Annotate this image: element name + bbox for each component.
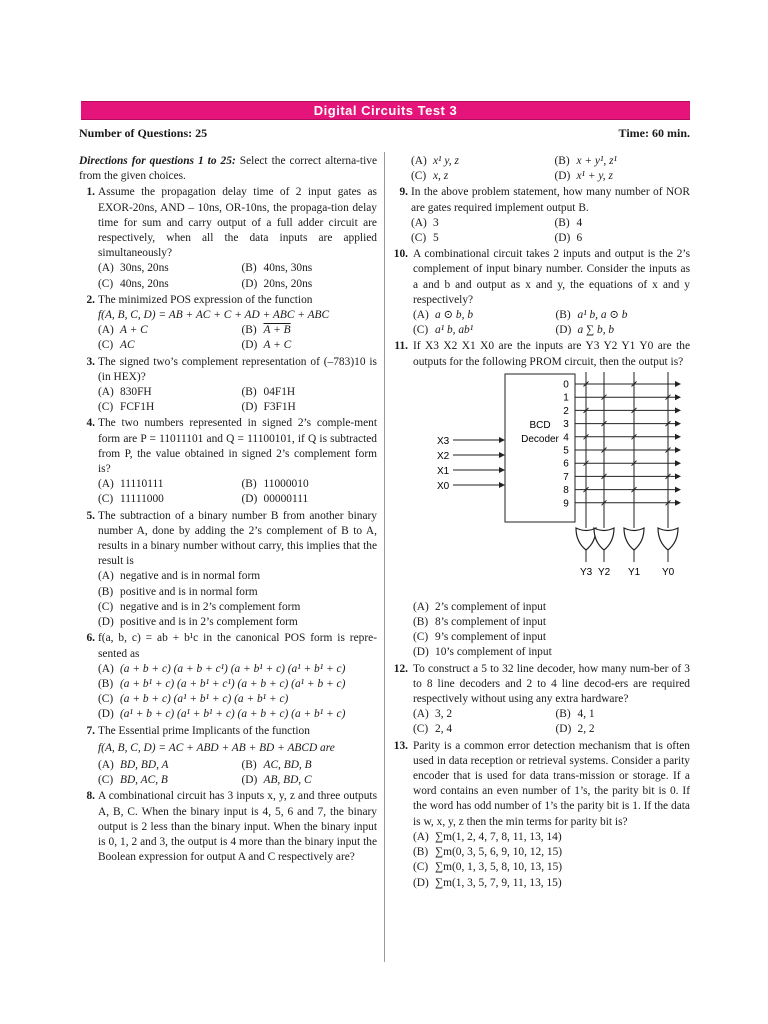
decoder-output-4: 4 bbox=[563, 432, 569, 444]
q9-option-b[interactable]: (B) 4 bbox=[554, 216, 583, 229]
q10-option-b[interactable]: (B) a¹ b, a ⊙ b bbox=[555, 309, 628, 322]
q12-option-b[interactable]: (B) 4, 1 bbox=[555, 708, 595, 721]
decoder-output-7: 7 bbox=[563, 471, 569, 483]
line-arrowhead bbox=[675, 473, 681, 479]
question-13: 13. Parity is a common error detection mechanism that is often used in data reception or retrieval systems. Consider a parity encoder that is used for data trans-mission or storage. If a word contains an even number of 1’s, the parity bit is 0. If the word has odd number of 1’s the parity bit is 1. If the data is w, x, y, z then the min terms for parity bit is? (A) ∑m(1, 2, 4, 7, 8, 11, 13, 14) (B) ∑m(0, 3, 5, 6, 9, 10, 12, 15) (C) ∑m(0, 1, 3, 5, 8, 10, 13, 15) (D) ∑m(1, 3, 5, 7, 9, 11, 13, 15) bbox=[392, 739, 690, 891]
q13-option-d[interactable]: (D) ∑m(1, 3, 5, 7, 9, 11, 13, 15) bbox=[413, 876, 562, 889]
q10-option-d[interactable]: (D) a ∑ b, b bbox=[555, 324, 615, 337]
q3-option-b[interactable]: (B) 04F1H bbox=[241, 386, 296, 399]
q6-option-a[interactable]: (A) (a + b + c) (a + b + c¹) (a + b¹ + c) (a¹ + b¹ + c) bbox=[98, 662, 346, 675]
q7-option-d[interactable]: (D) AB, BD, C bbox=[241, 774, 312, 787]
decoder-label-2: Decoder bbox=[521, 433, 559, 445]
q13-option-c[interactable]: (C) ∑m(0, 1, 3, 5, 8, 10, 13, 15) bbox=[413, 861, 563, 874]
decoder-output-5: 5 bbox=[563, 445, 569, 457]
q4-option-b[interactable]: (B) 11000010 bbox=[241, 478, 309, 491]
q6-option-d[interactable]: (D) (a¹ + b + c) (a¹ + b¹ + c) (a + b + c) (a + b¹ + c) bbox=[98, 708, 346, 721]
q11-option-c[interactable]: (C) 9’s complement of input bbox=[413, 631, 547, 644]
test-title-banner: Digital Circuits Test 3 bbox=[81, 101, 690, 120]
decoder-output-0: 0 bbox=[563, 379, 569, 391]
input-label-x2: X2 bbox=[437, 450, 450, 462]
decoder-label-1: BCD bbox=[529, 419, 551, 431]
q4-option-a[interactable]: (A) 11110111 bbox=[98, 478, 164, 491]
decoder-output-1: 1 bbox=[563, 392, 569, 404]
decoder-output-9: 9 bbox=[563, 498, 569, 510]
question-2: 2. The minimized POS expression of the function f(A, B, C, D) = AB + AC + C + AD + ABC + ABC (A) A + C (B) A + B (C) AC (D) A + C bbox=[79, 293, 377, 354]
output-label-y1: Y1 bbox=[628, 566, 641, 578]
q4-option-d[interactable]: (D) 00000111 bbox=[241, 493, 309, 506]
question-6: 6. f(a, b, c) = ab + b¹c in the canonical POS form is repre-sented as (A) (a + b + c) (a + b + c¹) (a + b¹ + c) (a¹ + b¹ + c) (B) (a + b¹ + c) (a + b¹ + c¹) (a + b + c) (a¹ + b + c) (C) (a + b + c) (a¹ + b¹ + c) (a + b¹ + c) (D) (a¹ + b + c) (a¹ + b¹ + c) (a + b + c) (a + b¹ + c) bbox=[79, 631, 377, 722]
question-1: 1. Assume the propagation delay time of 2 input gates as EXOR-20ns, AND – 10ns, OR-10ns, the propaga-tion delay time for sum and carry output of a full adder circuit are respectively, when all the data inputs are applied simultaneously? (A) 30ns, 20ns (B) 40ns, 30ns (C) 40ns, 20ns (D) 20ns, 20ns bbox=[79, 185, 377, 291]
q2-option-b[interactable]: (B) A + B bbox=[241, 324, 291, 337]
or-gate bbox=[624, 528, 644, 550]
or-gate bbox=[658, 528, 678, 550]
left-column bbox=[79, 154, 377, 865]
column-divider bbox=[384, 152, 385, 962]
arrowhead bbox=[499, 437, 505, 443]
q2-function: f(A, B, C, D) = AB + AC + C + AD + ABC + ABC bbox=[98, 309, 330, 322]
q8-option-a[interactable]: (A) x¹ y, z bbox=[411, 155, 459, 167]
arrowhead bbox=[499, 482, 505, 488]
q1-option-d[interactable]: (D) 20ns, 20ns bbox=[241, 277, 313, 290]
q8-option-c[interactable]: (C) x, z bbox=[411, 170, 449, 183]
q11-option-a[interactable]: (A) 2’s complement of input bbox=[413, 600, 547, 613]
decoder-output-8: 8 bbox=[563, 484, 569, 496]
or-gate bbox=[576, 528, 596, 550]
q2-option-a[interactable]: (A) A + C bbox=[98, 324, 148, 337]
q11-option-b[interactable]: (B) 8’s complement of input bbox=[413, 616, 547, 629]
q12-option-c[interactable]: (C) 2, 4 bbox=[413, 723, 453, 736]
q3-option-a[interactable]: (A) 830FH bbox=[98, 386, 152, 399]
decoder-output-6: 6 bbox=[563, 458, 569, 470]
q3-option-d[interactable]: (D) F3F1H bbox=[241, 401, 296, 414]
q10-option-c[interactable]: (C) a¹ b, ab¹ bbox=[413, 324, 474, 337]
q7-option-c[interactable]: (C) BD, AC, B bbox=[98, 774, 168, 787]
input-label-x1: X1 bbox=[437, 465, 450, 477]
decoder-output-3: 3 bbox=[563, 418, 569, 430]
question-8: 8. A combinational circuit has 3 inputs x, y, z and three outputs A, B, C. When the binary input is 4, 5, 6 and 7, the binary output is 2 less than the binary input. When the binary input is 0, 1, 2 and 3, the output is 4 more than the binary input the Boolean expression for output A and C respectively are? bbox=[86, 790, 377, 864]
q8-options bbox=[392, 154, 690, 184]
question-12: 12. To construct a 5 to 32 line decoder, how many num-ber of 3 to 8 line decoders and 2 to 4 line decod-ers are required respectively without using any extra hardware? (A) 3, 2 (B) 4, 1 (C) 2, 4 (D) 2, 2 bbox=[392, 662, 690, 738]
line-arrowhead bbox=[675, 407, 681, 413]
line-arrowhead bbox=[675, 486, 681, 492]
output-label-y2: Y2 bbox=[598, 566, 611, 578]
q1-option-c[interactable]: (C) 40ns, 20ns bbox=[98, 277, 169, 290]
output-label-y3: Y3 bbox=[580, 566, 593, 578]
q13-option-a[interactable]: (A) ∑m(1, 2, 4, 7, 8, 11, 13, 14) bbox=[413, 830, 562, 843]
q3-option-c[interactable]: (C) FCF1H bbox=[98, 401, 155, 414]
q7-option-a[interactable]: (A) BD, BD, A bbox=[98, 758, 169, 771]
line-arrowhead bbox=[675, 434, 681, 440]
q5-option-d[interactable]: (D) positive and is in 2’s complement form bbox=[98, 616, 298, 629]
line-arrowhead bbox=[675, 460, 681, 466]
question-3: 3. The signed two’s complement representation of (–783)10 is (in HEX)? (A) 830FH (B) 04F1H (C) FCF1H (D) F3F1H bbox=[79, 355, 377, 416]
q5-option-a[interactable]: (A) negative and is in normal form bbox=[98, 570, 261, 583]
or-gate bbox=[594, 528, 614, 550]
q9-option-c[interactable]: (C) 5 bbox=[411, 232, 439, 245]
prom-circuit-figure bbox=[413, 370, 711, 600]
question-count: Number of Questions: 25 bbox=[79, 126, 208, 140]
output-label-y0: Y0 bbox=[662, 566, 675, 578]
q10-option-a[interactable]: (A) a ⊙ b, b bbox=[413, 309, 474, 322]
line-arrowhead bbox=[675, 420, 681, 426]
decoder-output-2: 2 bbox=[563, 405, 569, 417]
q5-option-b[interactable]: (B) positive and is in normal form bbox=[98, 585, 258, 598]
line-arrowhead bbox=[675, 447, 681, 453]
q5-option-c[interactable]: (C) negative and is in 2’s complement form bbox=[98, 600, 301, 613]
q6-option-b[interactable]: (B) (a + b¹ + c) (a + b¹ + c¹) (a + b + c) (a¹ + b + c) bbox=[98, 677, 346, 690]
q13-option-b[interactable]: (B) ∑m(0, 3, 5, 6, 9, 10, 12, 15) bbox=[413, 846, 563, 859]
q12-option-d[interactable]: (D) 2, 2 bbox=[555, 723, 595, 736]
question-5: 5. The subtraction of a binary number B from another binary number A, done by adding the 2’s complement of B to A, results in a binary number without carry, this implies that the result is (A) negative and is in normal form (B) positive and is in normal form (C) negative and is in 2’s complement form (D) positive and is in 2’s complement form bbox=[79, 509, 377, 631]
q1-option-a[interactable]: (A) 30ns, 20ns bbox=[98, 262, 169, 275]
q1-option-b[interactable]: (B) 40ns, 30ns bbox=[241, 262, 313, 275]
time-limit: Time: 60 min. bbox=[618, 126, 690, 140]
question-11: 11. If X3 X2 X1 X0 are the inputs are Y3 Y2 Y1 Y0 are the outputs for the following PROM circuit, then the output is? BCD Decoder X3 X2 X1 X0 0 1 2 3 4 5 6 7 8 9 Y3 Y2 Y1 Y0 (A) 2’s complement of input (B) 8’s complement of input (C) 9’s complement of input (D) 10’s complement of input bbox=[392, 339, 690, 660]
q7-function: f(A, B, C, D) = AC + ABD + AB + BD + ABCD are bbox=[98, 741, 335, 754]
q6-option-c[interactable]: (C) (a + b + c) (a¹ + b¹ + c) (a + b¹ + c) bbox=[98, 693, 289, 706]
input-label-x0: X0 bbox=[437, 480, 450, 492]
prom-circuit-diagram bbox=[413, 370, 711, 600]
line-arrowhead bbox=[675, 500, 681, 506]
q8-option-b[interactable]: (B) x + y¹, z¹ bbox=[554, 155, 617, 167]
directions: Directions for questions 1 to 25: Select the correct alterna-tive from the given choices. bbox=[79, 155, 377, 183]
q9-option-d[interactable]: (D) 6 bbox=[554, 232, 583, 245]
question-7: 7. The Essential prime Implicants of the function f(A, B, C, D) = AC + ABD + AB + BD + ABCD are (A) BD, BD, A (B) AC, BD, B (C) BD, AC, B (D) AB, BD, C bbox=[79, 724, 377, 789]
arrowhead bbox=[499, 452, 505, 458]
q2-option-c[interactable]: (C) AC bbox=[98, 339, 135, 352]
line-arrowhead bbox=[675, 381, 681, 387]
line-arrowhead bbox=[675, 394, 681, 400]
right-column bbox=[392, 154, 690, 891]
arrowhead bbox=[499, 467, 505, 473]
q8-option-d[interactable]: (D) x¹ + y, z bbox=[554, 170, 613, 183]
q11-option-d[interactable]: (D) 10’s complement of input bbox=[413, 646, 552, 659]
q12-option-a[interactable]: (A) 3, 2 bbox=[413, 708, 453, 721]
q9-option-a[interactable]: (A) 3 bbox=[411, 216, 439, 229]
question-4: 4. The two numbers represented in signed 2’s comple-ment form are P = 11011101 and Q = 11100101, if Q is subtracted from P, the value obtained in signed 2’s complement form is? (A) 11110111 (B) 11000010 (C) 11111000 (D) 00000111 bbox=[79, 416, 377, 507]
question-9: 9. In the above problem statement, how many number of NOR are gates required implement output B. (A) 3 (B) 4 (C) 5 (D) 6 bbox=[392, 185, 690, 246]
q7-option-b[interactable]: (B) AC, BD, B bbox=[241, 758, 312, 771]
q2-option-d[interactable]: (D) A + C bbox=[241, 339, 292, 352]
q4-option-c[interactable]: (C) 11111000 bbox=[98, 493, 164, 506]
question-10: 10. A combinational circuit takes 2 inputs and output is the 2’s complement of input binary number. Consider the inputs as a and b and output as x and y, the equations of x and y respectively? (A) a ⊙ b, b (B) a¹ b, a ⊙ b (C) a¹ b, ab¹ (D) a ∑ b, b bbox=[392, 247, 690, 338]
input-label-x3: X3 bbox=[437, 435, 450, 447]
